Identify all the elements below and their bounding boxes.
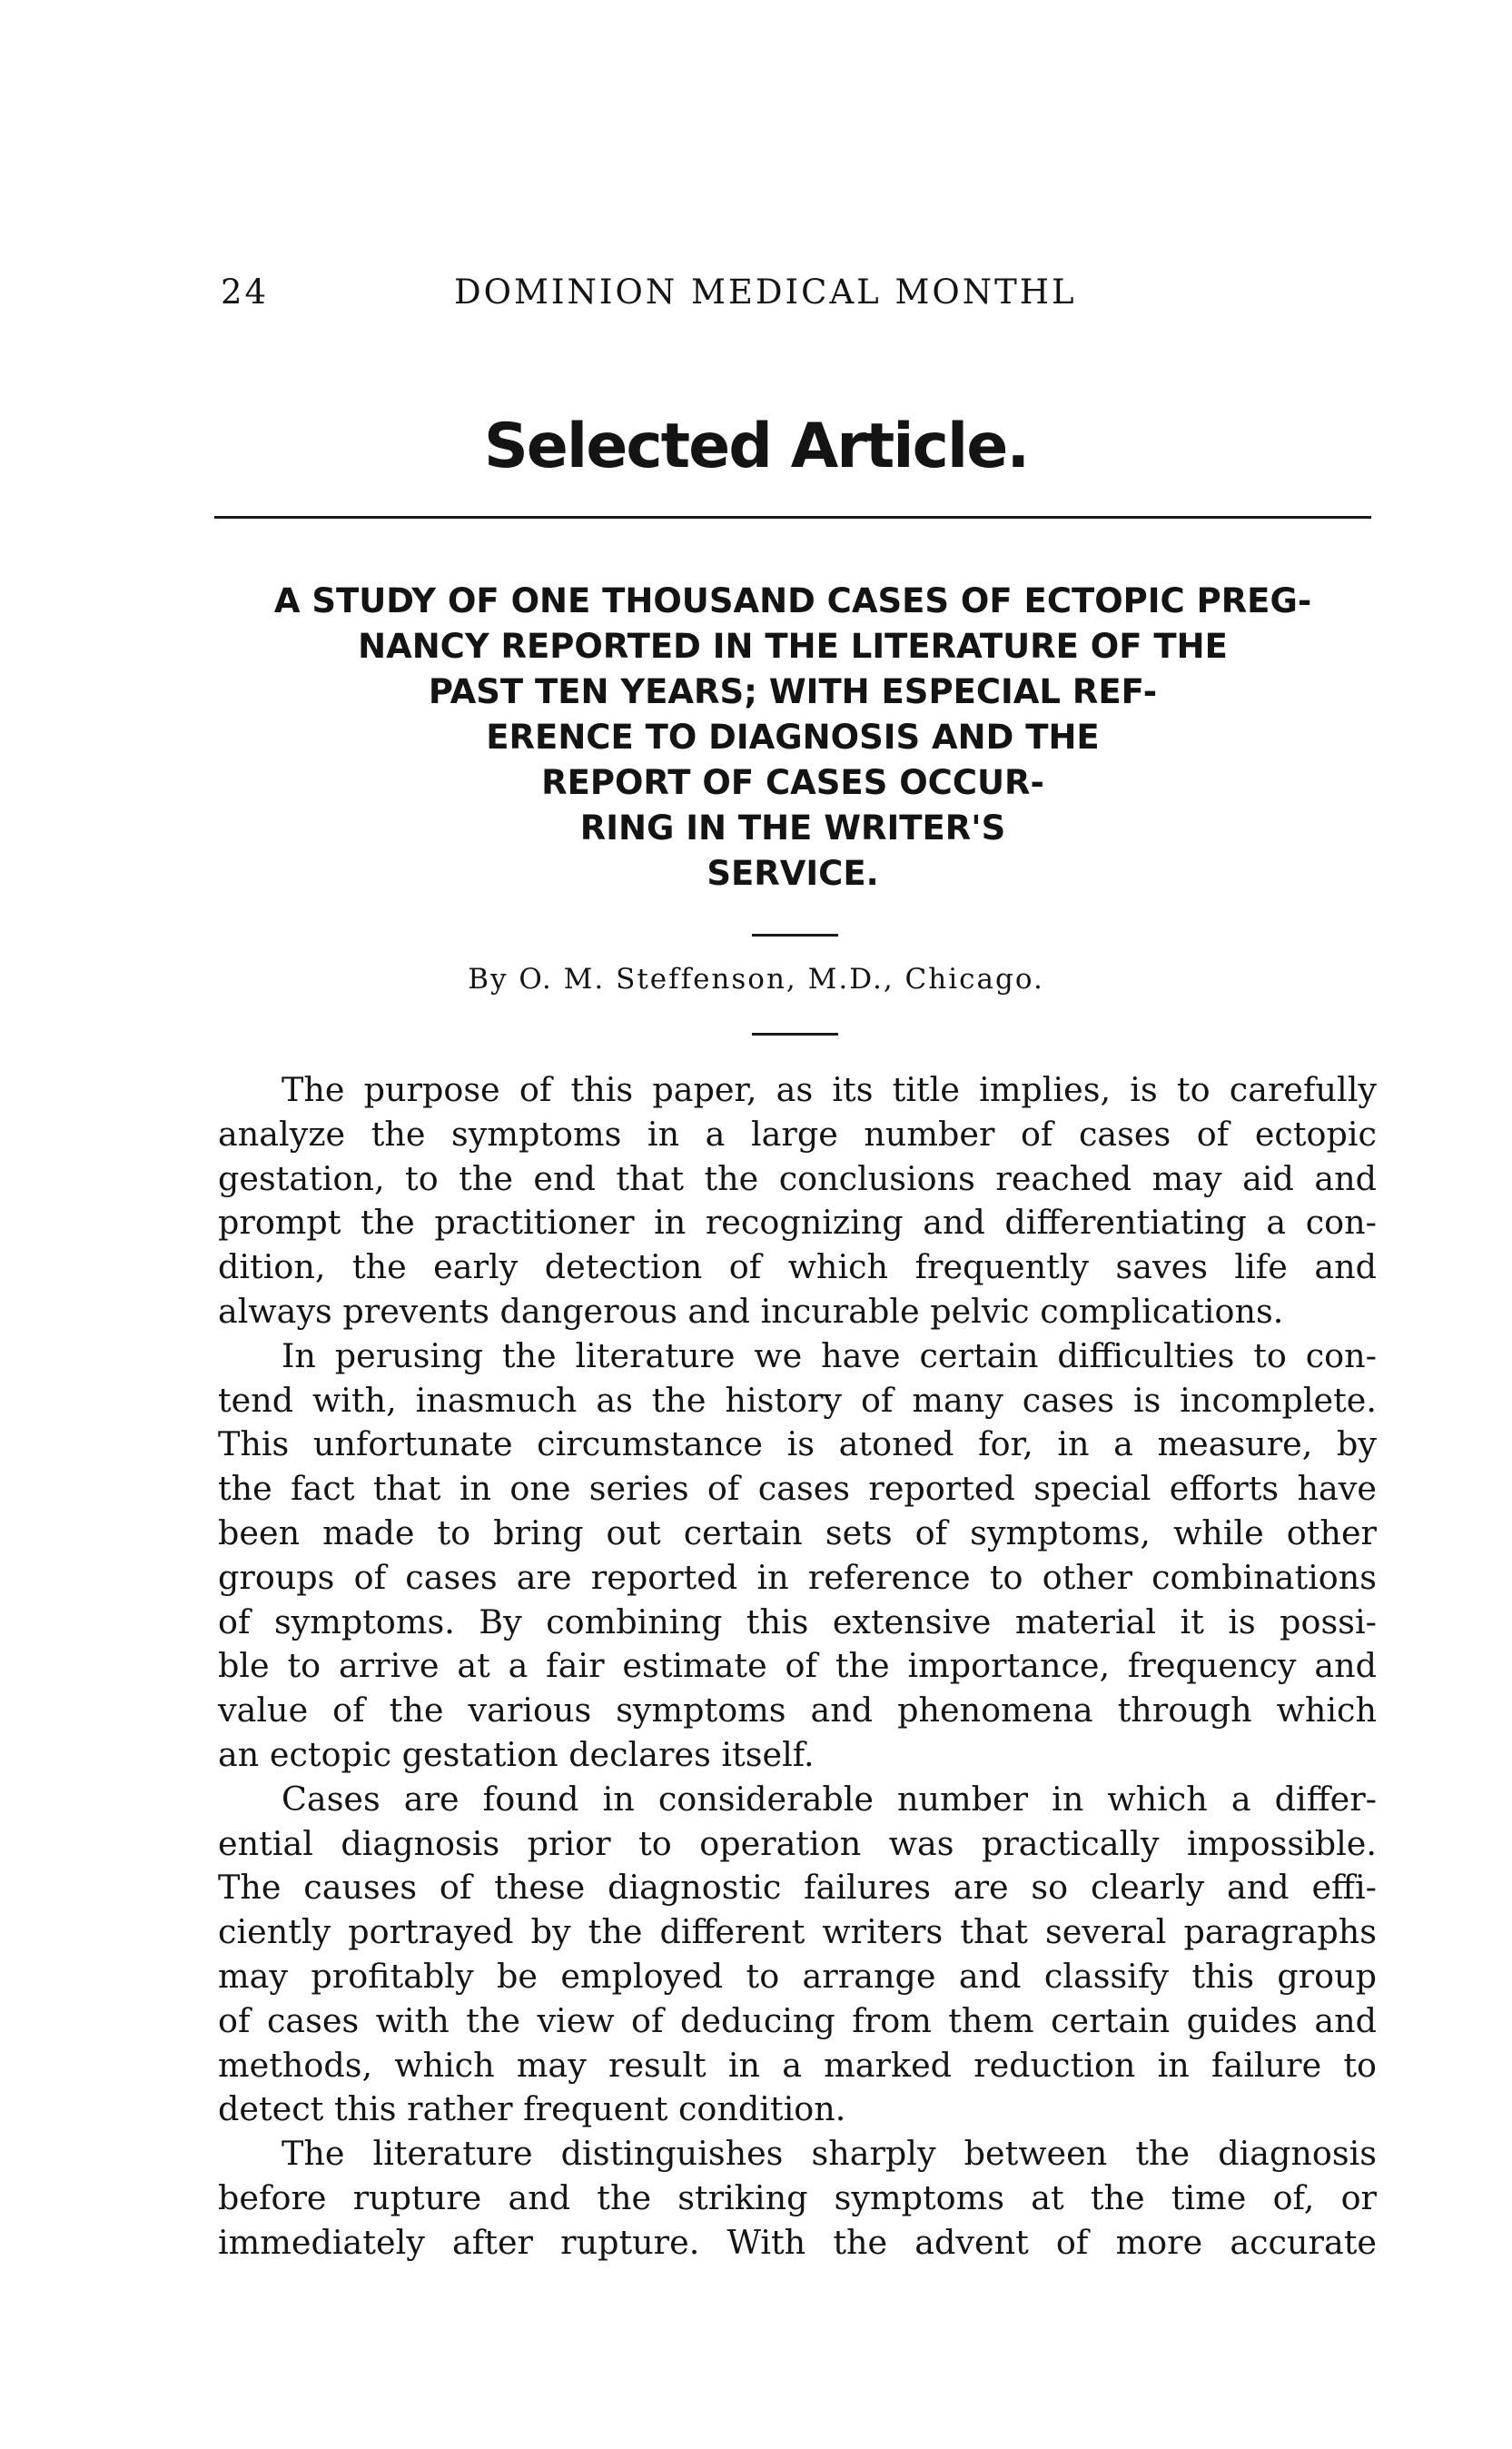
body-line: analyze the symptoms in a large number of cases of ectopic [218, 1114, 1377, 1154]
article-title-line: A STUDY OF ONE THOUSAND CASES OF ECTOPIC PREG- [273, 581, 1312, 620]
body-line: groups of cases are reported in reference to other combinations [218, 1557, 1377, 1597]
page-number: 24 [221, 273, 270, 312]
body-line: gestation, to the end that the conclusions reached may aid and [218, 1158, 1377, 1198]
body-line: value of the various symptoms and phenomena through which [218, 1691, 1377, 1730]
article-title-line: PAST TEN YEARS; WITH ESPECIAL REF- [428, 672, 1158, 711]
article-title-line: SERVICE. [707, 854, 879, 893]
article-title-line: RING IN THE WRITER'S [579, 808, 1006, 848]
body-line: ble to arrive at a fair estimate of the importance, frequency and [218, 1646, 1377, 1686]
journal-name: DOMINION MEDICAL MONTHL [454, 273, 1077, 312]
body-line: methods, which may result in a marked reduction in failure to [218, 2045, 1377, 2085]
section-title: Selected Article. [483, 411, 1029, 482]
body-line: been made to bring out certain sets of symptoms, while other [218, 1512, 1377, 1552]
body-line: tend with, inasmuch as the history of many cases is incomplete. [218, 1380, 1377, 1420]
body-line: may profitably be employed to arrange and classify this group [218, 1956, 1377, 1996]
body-line: the fact that in one series of cases reported special efforts have [218, 1469, 1377, 1509]
body-line: before rupture and the striking symptoms at the time of, or [218, 2177, 1377, 2217]
body-line: In perusing the literature we have certain difficulties to con- [282, 1335, 1377, 1375]
body-line: The causes of these diagnostic failures are so clearly and effi- [218, 1868, 1377, 1908]
running-head [221, 273, 1365, 318]
body-line: ential diagnosis prior to operation was practically impossible. [218, 1823, 1377, 1863]
byline-divider-top [752, 934, 838, 937]
body-line: of cases with the view of deducing from them certain guides and [218, 2000, 1377, 2040]
body-line: Cases are found in considerable number in which a differ- [282, 1779, 1377, 1819]
body-line: an ectopic gestation declares itself. [218, 1734, 815, 1774]
title-divider [214, 516, 1371, 519]
body-line: ciently portrayed by the different writers that several paragraphs [218, 1912, 1377, 1952]
byline: By O. M. Steffenson, M.D., Chicago. [468, 963, 1044, 996]
byline-divider-bottom [752, 1033, 838, 1036]
article-title [214, 579, 1371, 897]
article-title-line: ERENCE TO DIAGNOSIS AND THE [486, 718, 1100, 757]
body-line: immediately after rupture. With the advent of more accurate [218, 2222, 1377, 2262]
body-line: prompt the practitioner in recognizing and differentiating a con- [218, 1203, 1377, 1243]
article-title-line: REPORT OF CASES OCCUR- [541, 763, 1044, 802]
body-line: detect this rather frequent condition. [218, 2089, 846, 2129]
body-line: The literature distinguishes sharply between the diagnosis [282, 2134, 1377, 2174]
body-line: The purpose of this paper, as its title implies, is to carefully [282, 1070, 1377, 1109]
article-title-line: NANCY REPORTED IN THE LITERATURE OF THE [358, 627, 1228, 666]
body-line: of symptoms. By combining this extensive material it is possi- [218, 1601, 1377, 1641]
body-line: always prevents dangerous and incurable pelvic complications. [218, 1291, 1284, 1331]
body-line: This unfortunate circumstance is atoned for, in a measure, by [218, 1424, 1377, 1464]
body-line: dition, the early detection of which frequently saves life and [218, 1247, 1377, 1287]
article-body [218, 1068, 1377, 2266]
